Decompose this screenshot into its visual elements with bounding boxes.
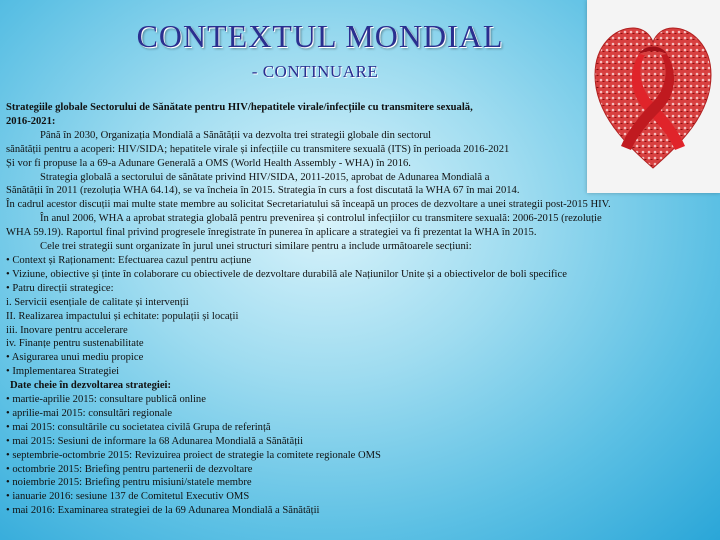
page-title: CONTEXTUL MONDIAL (136, 18, 504, 54)
paragraph-line: Strategia globală a sectorului de sănătate privind HIV/SIDA, 2011-2015, aprobat de Adunarea Mondială a (40, 171, 490, 183)
list-item: i. Servicii esențiale de calitate și intervenții (6, 296, 189, 308)
paragraph-line: sănătății pentru a acoperi: HIV/SIDA; hepatitele virale și infecțiile cu transmitere sexuală (ITS) în perioada 2016-2021 (6, 143, 510, 155)
key-dates-heading: Date cheie în dezvoltarea strategiei: (10, 380, 172, 392)
list-item: • Context și Raționament: Efectuarea cazul pentru acțiune (6, 254, 252, 266)
list-item: • octombrie 2015: Briefing pentru partenerii de dezvoltare (6, 463, 253, 475)
list-item: • noiembrie 2015: Briefing pentru misiuni/statele membre (6, 477, 252, 489)
list-item: • Implementarea Strategiei (6, 366, 120, 378)
list-item: • mai 2015: Sesiuni de informare la 68 Adunarea Mondială a Sănătății (6, 435, 304, 447)
list-item: II. Realizarea impactului și echitate: populații și locații (6, 310, 239, 322)
section-heading: Strategiile globale Sectorului de Sănătate pentru HIV/hepatitele virale/infecțiile cu transmitere sexuală, (6, 102, 473, 113)
list-item: • ianuarie 2016: sesiune 137 de Comitetul Executiv OMS (6, 491, 250, 503)
page-subtitle: - CONTINUARE (251, 62, 379, 81)
list-item: iii. Inovare pentru accelerare (6, 324, 128, 336)
list-item: • mai 2015: consultările cu societatea civilă Grupa de referință (6, 421, 271, 433)
list-item: • aprilie-mai 2015: consultări regionale (6, 407, 173, 419)
list-item: • Patru direcții strategice: (6, 282, 114, 294)
list-item: iv. Finanțe pentru sustenabilitate (6, 338, 144, 350)
list-item: • Asigurarea unui mediu propice (6, 352, 144, 364)
paragraph-line: În cadrul acestor discuții mai multe state membre au solicitat Secretariatului să înceapă un proces de dezvoltare a unei strategii post-2015 HIV. (6, 199, 611, 211)
paragraph-line: WHA 59.19). Raportul final privind progresele înregistrate în punerea în aplicare a strategiei va fi prezentat la WHA în 2015. (6, 227, 537, 239)
paragraph-line: Sănătății în 2011 (rezoluția WHA 64.14), se va încheia în 2015. Strategia în curs a fost discutată la WHA 67 în mai 2014. (6, 185, 520, 197)
paragraph-line: Până în 2030, Organizația Mondială a Sănătății va dezvolta trei strategii globale din sectorul (40, 129, 432, 141)
paragraph-line: În anul 2006, WHA a aprobat strategia globală pentru prevenirea și controlul infecțiilor cu transmitere sexuală: 2006-2015 (rezoluție (40, 213, 602, 225)
section-heading-period: 2016-2021: (6, 115, 56, 127)
paragraph-line: Și vor fi propuse la a 69-a Adunare Generală a OMS (World Health Assembly - WHA) în 2016. (6, 157, 411, 169)
list-item: • martie-aprilie 2015: consultare publică online (6, 394, 206, 406)
list-item: • septembrie-octombrie 2015: Revizuirea proiect de strategie la comitete regionale OMS (6, 449, 381, 461)
list-item: • mai 2016: Examinarea strategiei de la 69 Adunarea Mondială a Sănătății (6, 505, 320, 517)
list-item: • Viziune, obiective și ținte în colaborare cu obiectivele de dezvoltare durabilă ale Națiunilor Unite și a obiectivelor de boli specifice (6, 268, 567, 280)
paragraph-line: Cele trei strategii sunt organizate în jurul unei structuri similare pentru a include următoarele secțiuni: (40, 241, 472, 253)
strategy-text (6, 101, 710, 518)
